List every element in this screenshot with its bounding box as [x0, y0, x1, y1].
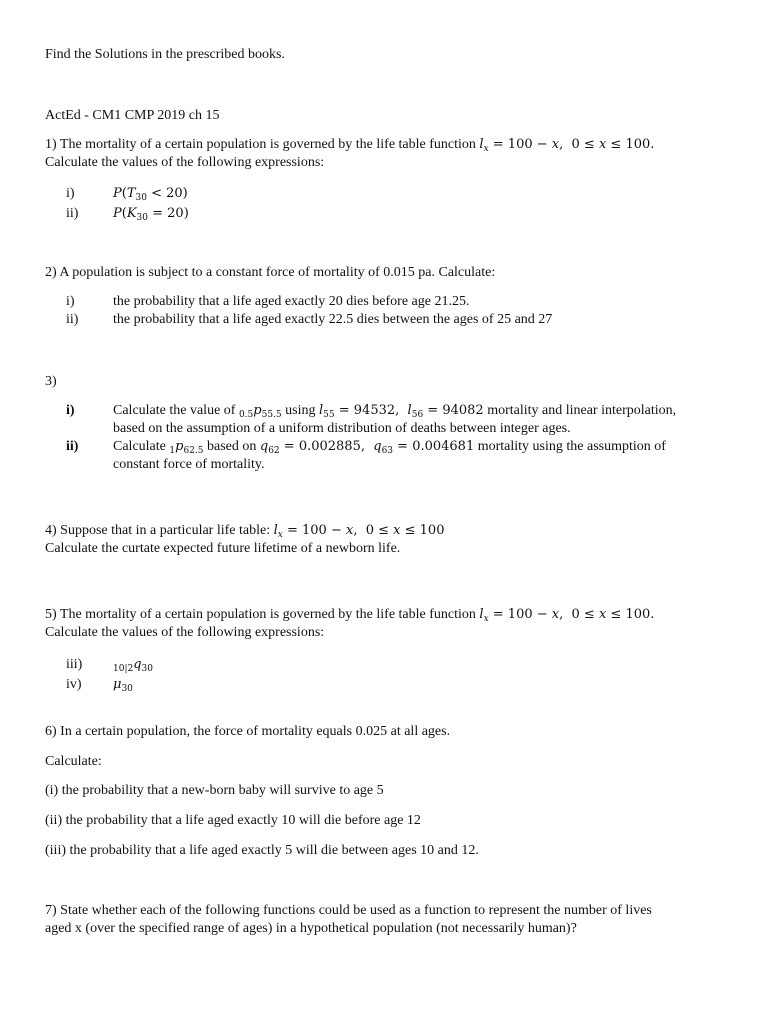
q1-item-1 — [66, 185, 726, 203]
question-6 — [45, 723, 725, 741]
q5-text-b: Calculate the values of the following expressions: — [45, 625, 325, 640]
source-line: ActEd - CM1 CMP 2019 ch 15 — [45, 108, 220, 123]
q3-item-1 — [66, 402, 726, 438]
q1-item-1-expr: $P(T_{30} < 20)$ — [113, 186, 188, 203]
q4-text-b: Calculate the curtate expected future lifetime of a newborn life. — [45, 541, 401, 556]
q3-item-2-t4: constant force of mortality. — [113, 457, 265, 472]
q3-item-1-t3: mortality and linear interpolation, — [483, 403, 677, 418]
q3-item-1-text — [113, 402, 726, 438]
q3-item-2-values: $q_{62} = 0.002885$, $q_{63} = 0.004681$ — [259, 439, 475, 456]
q7-line-1: 7) State whether each of the following functions could be used as a function to represent the number of lives — [45, 903, 652, 918]
question-2 — [45, 264, 725, 282]
q1-formula: $l_x = 100 - x$, 0 ≤ x ≤ 100. — [479, 137, 655, 154]
q3-label: 3) — [45, 374, 57, 389]
q6-calc-label: Calculate: — [45, 754, 102, 769]
q4-line-1 — [45, 522, 725, 540]
q1-line-1 — [45, 136, 725, 154]
q1-item-1-num: i) — [66, 186, 75, 201]
q2-item-2 — [66, 311, 726, 329]
q5-line-1 — [45, 606, 725, 624]
q5-text-a: 5) The mortality of a certain population is governed by the life table function — [45, 607, 480, 622]
q6-item-2 — [45, 812, 725, 830]
q3-item-1-t2: using — [281, 403, 319, 418]
q1-item-2-num: ii) — [66, 206, 79, 221]
q3-item-1-num: i) — [66, 403, 75, 418]
intro-line: Find the Solutions in the prescribed books. — [45, 47, 285, 62]
q2-items — [66, 293, 726, 329]
question-1 — [45, 136, 725, 172]
q6-item-2-text: (ii) the probability that a life aged exactly 10 will die before age 12 — [45, 813, 421, 828]
q3-item-2 — [66, 438, 726, 474]
q6-calculate — [45, 753, 725, 771]
q3-item-1-values: $l_{55} = 94532$, $l_{56} = 94082$ — [319, 403, 484, 420]
q2-item-2-text: the probability that a life aged exactly 22.5 dies between the ages of 25 and 27 — [113, 312, 553, 327]
q5-item-2 — [66, 676, 726, 694]
q6-item-3 — [45, 842, 725, 860]
q5-items — [66, 656, 726, 694]
q1-item-2 — [66, 205, 726, 223]
question-3 — [45, 373, 725, 391]
question-7 — [45, 902, 725, 938]
q5-item-1-expr: $_{10|2}q_{30}$ — [113, 657, 153, 674]
q2-item-1 — [66, 293, 726, 311]
q3-item-2-t2: based on — [203, 439, 260, 454]
q3-item-2-t3: mortality using the assumption of — [474, 439, 666, 454]
q3-item-2-sym: $_1p_{62.5}$ — [169, 439, 204, 456]
intro-text — [45, 46, 725, 64]
q5-item-1 — [66, 656, 726, 674]
q3-items — [66, 402, 726, 474]
q3-item-2-t1: Calculate — [113, 439, 170, 454]
q1-text-a: 1) The mortality of a certain population is governed by the life table function — [45, 137, 480, 152]
question-4 — [45, 522, 725, 558]
q3-item-1-sym: $_{0.5}p_{55.5}$ — [238, 403, 282, 420]
q2-item-2-num: ii) — [66, 312, 79, 327]
q5-item-2-expr: $\mu_{30}$ — [113, 677, 133, 694]
q3-item-1-t4: based on the assumption of a uniform distribution of deaths between integer ages. — [113, 421, 571, 436]
q1-text-b: Calculate the values of the following expressions: — [45, 155, 325, 170]
q6-item-1-text: (i) the probability that a new-born baby will survive to age 5 — [45, 783, 384, 798]
q7-line-2: aged x (over the specified range of ages) in a hypothetical population (not necessarily human)? — [45, 921, 577, 936]
q3-item-2-num: ii) — [66, 439, 79, 454]
q5-formula: $l_x = 100 - x$, 0 ≤ x ≤ 100. — [479, 607, 655, 624]
q2-item-1-num: i) — [66, 294, 75, 309]
question-5 — [45, 606, 725, 642]
q4-text-a: 4) Suppose that in a particular life table: — [45, 523, 274, 538]
q3-item-1-t1: Calculate the value of — [113, 403, 239, 418]
q6-item-3-text: (iii) the probability that a life aged exactly 5 will die between ages 10 and 12. — [45, 843, 479, 858]
q5-item-1-num: iii) — [66, 657, 83, 672]
q1-items — [66, 185, 726, 223]
q2-item-1-text: the probability that a life aged exactly 20 dies before age 21.25. — [113, 294, 470, 309]
q1-item-2-expr: $P(K_{30} = 20)$ — [113, 206, 189, 223]
q5-item-2-num: iv) — [66, 677, 82, 692]
q6-text: 6) In a certain population, the force of mortality equals 0.025 at all ages. — [45, 724, 451, 739]
q4-formula: $l_x = 100 - x$, 0 ≤ x ≤ 100 — [273, 523, 445, 540]
q2-text: 2) A population is subject to a constant force of mortality of 0.015 pa. Calculate: — [45, 265, 496, 280]
q3-item-2-text — [113, 438, 726, 474]
source-heading — [45, 107, 725, 125]
q6-item-1 — [45, 782, 725, 800]
